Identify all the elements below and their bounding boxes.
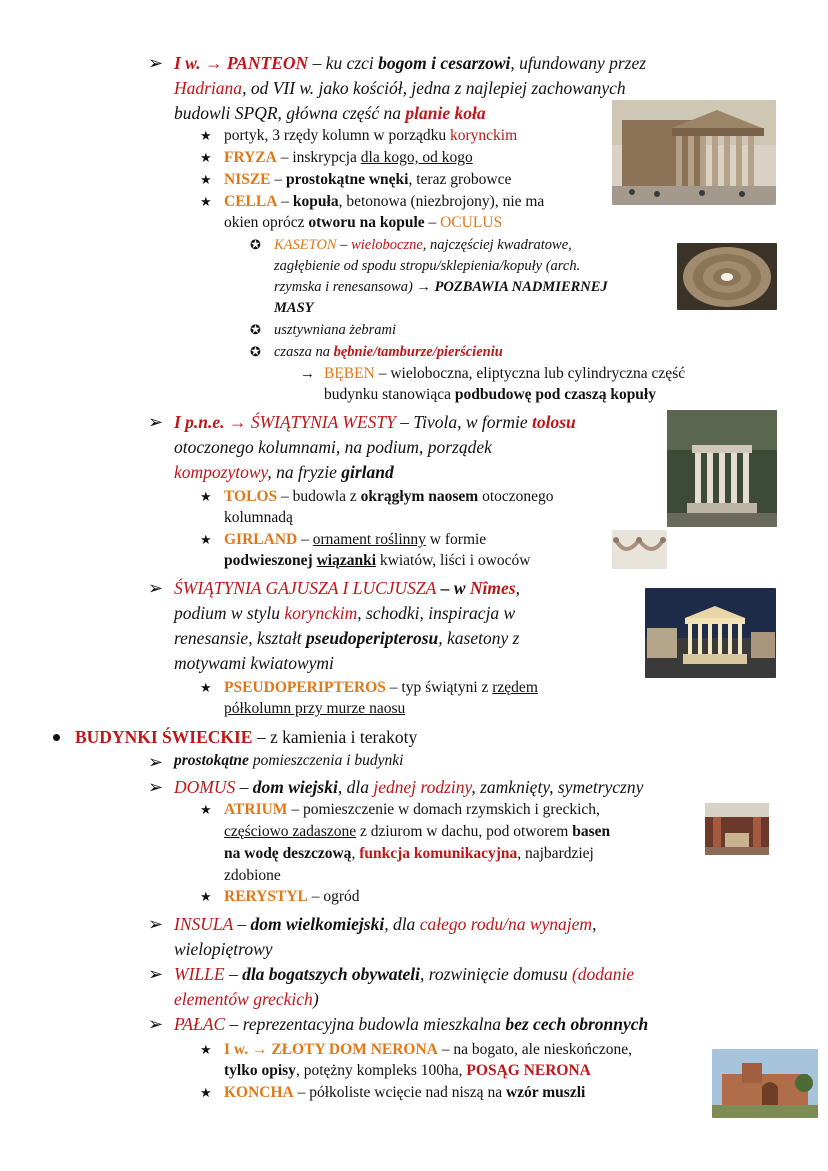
text-run: – typ świątyni z bbox=[385, 679, 493, 696]
star-bullet-icon: ★ bbox=[200, 1085, 212, 1100]
text-run: – bbox=[235, 777, 253, 797]
text-run: – w bbox=[436, 578, 470, 598]
westa-heading bbox=[174, 410, 576, 435]
text-run: – bbox=[297, 531, 313, 548]
girland-item bbox=[224, 550, 530, 571]
text-run: okrągłym naosem bbox=[360, 488, 479, 505]
text-run: dla bogatszych obywateli bbox=[242, 964, 420, 984]
westa-text bbox=[174, 435, 492, 460]
beben-item bbox=[324, 363, 685, 384]
text-run: , bbox=[515, 578, 520, 598]
arrow-bullet-icon: ➢ bbox=[148, 777, 164, 797]
round-bullet-icon bbox=[53, 734, 60, 741]
text-run: pomieszczenia i budynki bbox=[248, 752, 404, 769]
text-run: w formie bbox=[425, 531, 487, 548]
golden-house-photo bbox=[712, 1049, 818, 1118]
cella-item bbox=[224, 191, 544, 212]
zloty-dom-item bbox=[224, 1039, 632, 1060]
text-run: wiązanki bbox=[316, 552, 377, 569]
star-bullet-icon: ★ bbox=[200, 680, 212, 695]
text-run: otoczonego bbox=[478, 488, 554, 505]
text-run: POZBAWIA NADMIERNEJ bbox=[434, 279, 608, 295]
palac-heading bbox=[174, 1012, 648, 1037]
star-bullet-icon: ★ bbox=[200, 1042, 212, 1057]
panteon-heading bbox=[174, 51, 646, 76]
gajusz-text bbox=[174, 601, 515, 626]
budynki-heading bbox=[75, 725, 417, 750]
text-run: kopuła bbox=[292, 193, 339, 210]
text-run: INSULA bbox=[174, 914, 233, 934]
arrow-bullet-icon: ➢ bbox=[148, 752, 164, 772]
text-run: , dla bbox=[384, 914, 420, 934]
text-run: , teraz grobowce bbox=[408, 171, 512, 188]
text-run: elementów greckich bbox=[174, 989, 313, 1009]
flower-bullet-icon: ✪ bbox=[250, 322, 261, 337]
prostokatne-item bbox=[174, 750, 403, 771]
text-run: bogom i cesarzowi bbox=[378, 53, 511, 73]
text-run: prostokątne bbox=[174, 752, 249, 769]
fryza-item bbox=[224, 147, 473, 168]
star-bullet-icon: ★ bbox=[200, 889, 212, 904]
text-run: , dla bbox=[337, 777, 374, 797]
star-bullet-icon: ★ bbox=[200, 128, 212, 143]
text-run: basen bbox=[572, 823, 611, 840]
text-run: – pomieszczenie w domach rzymskich i greckich, bbox=[287, 801, 600, 818]
text-run: PAŁAC bbox=[174, 1014, 226, 1034]
flower-bullet-icon: ✪ bbox=[250, 237, 261, 252]
atrium-item bbox=[224, 821, 610, 842]
text-run: , ufundowany przez bbox=[510, 53, 647, 73]
text-run: bębnie/tamburze/pierścieniu bbox=[333, 344, 503, 360]
text-run: GIRLAND bbox=[224, 531, 298, 548]
text-run: – budowla z bbox=[277, 488, 361, 505]
pantheon-photo bbox=[612, 100, 776, 205]
text-run: – z kamienia i terakoty bbox=[252, 727, 418, 747]
text-run: PSEUDOPERIPTEROS bbox=[224, 679, 386, 696]
text-run: – ku czci bbox=[308, 53, 379, 73]
text-run: zagłębienie od spodu stropu/sklepienia/kopuły (arch. bbox=[274, 258, 581, 274]
text-run: , zamknięty, symetryczny bbox=[471, 777, 644, 797]
atrium-photo bbox=[705, 803, 769, 855]
text-run: – Tivola, w formie bbox=[395, 412, 532, 432]
text-run: podium w stylu bbox=[174, 603, 285, 623]
gajusz-heading bbox=[174, 576, 520, 601]
text-run: – bbox=[277, 193, 293, 210]
text-run: częściowo zadaszone bbox=[224, 823, 357, 840]
panteon-text bbox=[174, 76, 626, 101]
panteon-text bbox=[174, 101, 486, 126]
text-run: rzędem bbox=[492, 679, 538, 696]
text-run: portyk, 3 rzędy kolumn w porządku bbox=[224, 127, 450, 144]
star-bullet-icon: ★ bbox=[200, 489, 212, 504]
text-run: funkcja komunikacyjna bbox=[359, 845, 518, 862]
text-run: kwiatów, liści i owoców bbox=[376, 552, 531, 569]
atrium-item bbox=[224, 799, 600, 820]
text-run: ornament roślinny bbox=[312, 531, 426, 548]
text-run: I w. → ZŁOTY DOM NERONA bbox=[224, 1041, 438, 1058]
tolos-item bbox=[224, 507, 293, 528]
text-run: z dziurom w dachu, pod otworem bbox=[356, 823, 573, 840]
garland-ornament-photo bbox=[612, 530, 667, 569]
text-run: BUDYNKI ŚWIECKIE bbox=[75, 727, 253, 747]
text-run: OCULUS bbox=[440, 214, 503, 231]
text-run: , na fryzie bbox=[267, 462, 342, 482]
text-run: CELLA bbox=[224, 193, 278, 210]
text-run: TOLOS bbox=[224, 488, 278, 505]
text-run: – na bogato, ale nieskończone, bbox=[437, 1041, 632, 1058]
atrium-item bbox=[224, 843, 594, 864]
arrow-bullet-icon: ➢ bbox=[148, 53, 164, 73]
tolos-item bbox=[224, 486, 554, 507]
text-run: , betonowa (niezbrojony), nie ma bbox=[338, 193, 545, 210]
text-run: budynku stanowiąca bbox=[324, 386, 455, 403]
text-run: rzymska i renesansowa) → bbox=[274, 279, 435, 295]
kaseton-item bbox=[274, 235, 572, 255]
text-run: planie koła bbox=[405, 103, 486, 123]
text-run: korynckim bbox=[284, 603, 358, 623]
text-run: – wieloboczna, eliptyczna lub cylindryczna część bbox=[374, 365, 686, 382]
text-run: dla kogo, od kogo bbox=[360, 149, 473, 166]
text-run: , najczęściej kwadratowe, bbox=[422, 237, 572, 253]
text-run: podwieszonej bbox=[224, 552, 317, 569]
flower-bullet-icon: ✪ bbox=[250, 344, 261, 359]
text-run: budowli SPQR, główna część na bbox=[174, 103, 406, 123]
text-run: motywami kwiatowymi bbox=[174, 653, 334, 673]
text-run: , najbardziej bbox=[517, 845, 594, 862]
nisze-item bbox=[224, 169, 511, 190]
text-run: , od VII w. jako kościół, jedna z najlepiej zachowanych bbox=[242, 78, 626, 98]
text-run: bez cech obronnych bbox=[505, 1014, 649, 1034]
text-run: (dodanie bbox=[571, 964, 635, 984]
text-run: czasza na bbox=[274, 344, 334, 360]
rerystyl-item bbox=[224, 886, 360, 907]
text-run: , potężny kompleks 100ha, bbox=[295, 1062, 467, 1079]
text-run: wieloboczne bbox=[351, 237, 423, 253]
arrow-bullet-icon: ➢ bbox=[148, 412, 164, 432]
text-run: ATRIUM bbox=[224, 801, 288, 818]
text-run: MASY bbox=[274, 300, 314, 316]
text-run: półkolumn przy murze naosu bbox=[224, 700, 406, 717]
text-run: I w. → bbox=[174, 53, 227, 73]
westa-text bbox=[174, 460, 394, 485]
text-run: RERYSTYL bbox=[224, 888, 308, 905]
arrow-bullet-icon: ➢ bbox=[148, 1014, 164, 1034]
text-run: , bbox=[351, 845, 360, 862]
atrium-item bbox=[224, 865, 281, 886]
text-run: , schodki, inspiracja w bbox=[357, 603, 516, 623]
text-run: usztywniana żebrami bbox=[274, 322, 397, 338]
insula-text bbox=[174, 937, 273, 962]
text-run: wzór muszli bbox=[505, 1084, 586, 1101]
domus-heading bbox=[174, 775, 643, 800]
text-run: otworu na kopule bbox=[308, 214, 425, 231]
text-run: ŚWIĄTYNIA WESTY bbox=[250, 412, 396, 432]
text-run: Nîmes bbox=[469, 578, 516, 598]
text-run: prostokątne wnęki bbox=[286, 171, 409, 188]
text-run: PANTEON bbox=[226, 53, 309, 73]
text-run: okien oprócz bbox=[224, 214, 309, 231]
text-run: – bbox=[233, 914, 251, 934]
star-bullet-icon: ★ bbox=[200, 194, 212, 209]
text-run: – bbox=[336, 237, 352, 253]
temple-of-vesta-photo bbox=[667, 410, 777, 527]
text-run: – bbox=[270, 171, 287, 188]
wille-text bbox=[174, 987, 319, 1012]
beben-item bbox=[324, 384, 656, 405]
dome-interior-photo bbox=[677, 243, 777, 310]
koncha-item bbox=[224, 1082, 585, 1103]
text-run: FRYZA bbox=[224, 149, 277, 166]
star-bullet-icon: ★ bbox=[200, 150, 212, 165]
text-run: wielopiętrowy bbox=[174, 939, 273, 959]
pseudo-item bbox=[224, 677, 538, 698]
arrow-bullet-icon: ➢ bbox=[148, 914, 164, 934]
text-run: DOMUS bbox=[174, 777, 236, 797]
text-run: tolosu bbox=[531, 412, 576, 432]
gajusz-text bbox=[174, 626, 519, 651]
text-run: na wodę deszczową bbox=[224, 845, 352, 862]
text-run: – inskrypcja bbox=[276, 149, 361, 166]
text-run: I p.n.e. → bbox=[174, 412, 251, 432]
arrow-bullet-icon: ➢ bbox=[148, 964, 164, 984]
text-run: – bbox=[424, 214, 441, 231]
text-run: – reprezentacyjna budowla mieszkalna bbox=[225, 1014, 506, 1034]
arrow-bullet-icon: ➢ bbox=[148, 578, 164, 598]
text-run: całego rodu/na wynajem bbox=[419, 914, 593, 934]
text-run: KONCHA bbox=[224, 1084, 294, 1101]
gajusz-text bbox=[174, 651, 334, 676]
text-run: korynckim bbox=[450, 127, 518, 144]
kaseton-item bbox=[274, 277, 608, 297]
girland-item bbox=[224, 529, 486, 550]
star-bullet-icon: ★ bbox=[200, 802, 212, 817]
text-run: ŚWIĄTYNIA GAJUSZA I LUCJUSZA bbox=[174, 578, 437, 598]
wille-heading bbox=[174, 962, 634, 987]
text-run: otoczonego kolumnami, na podium, porządek bbox=[174, 437, 492, 457]
portico-item bbox=[224, 125, 517, 146]
kaseton-item bbox=[274, 298, 314, 318]
text-run: , rozwinięcie domusu bbox=[419, 964, 572, 984]
text-run: POSĄG NERONA bbox=[466, 1062, 591, 1079]
text-run: – ogród bbox=[307, 888, 360, 905]
text-run: ) bbox=[312, 989, 319, 1009]
text-run: kolumnadą bbox=[224, 509, 293, 526]
kaseton-item bbox=[274, 256, 580, 276]
zebra-item bbox=[274, 320, 396, 340]
text-run: , bbox=[592, 914, 597, 934]
zloty-dom-item bbox=[224, 1060, 591, 1081]
text-run: Hadriana bbox=[174, 78, 243, 98]
text-run: tylko opisy bbox=[224, 1062, 296, 1079]
text-run: kompozytowy bbox=[174, 462, 268, 482]
text-run: KASETON bbox=[274, 237, 337, 253]
text-run: – półkoliste wcięcie nad niszą na bbox=[293, 1084, 506, 1101]
text-run: dom wiejski bbox=[252, 777, 338, 797]
text-run: , kasetony z bbox=[438, 628, 520, 648]
text-run: girland bbox=[341, 462, 394, 482]
arrow-bullet-icon: → bbox=[300, 366, 315, 382]
text-run: BĘBEN bbox=[324, 365, 375, 382]
text-run: NISZE bbox=[224, 171, 271, 188]
text-run: zdobione bbox=[224, 867, 281, 884]
text-run: WILLE bbox=[174, 964, 225, 984]
pseudo-item bbox=[224, 698, 405, 719]
text-run: dom wielkomiejski bbox=[250, 914, 385, 934]
czasza-item bbox=[274, 342, 503, 362]
star-bullet-icon: ★ bbox=[200, 532, 212, 547]
text-run: podbudowę pod czaszą kopuły bbox=[454, 386, 656, 403]
text-run: jednej rodziny bbox=[373, 777, 472, 797]
text-run: – bbox=[224, 964, 243, 984]
cella-item bbox=[224, 212, 502, 233]
text-run: pseudoperipterosu bbox=[306, 628, 439, 648]
maison-carree-photo bbox=[645, 588, 776, 678]
insula-heading bbox=[174, 912, 596, 937]
star-bullet-icon: ★ bbox=[200, 172, 212, 187]
text-run: renesansie, kształt bbox=[174, 628, 307, 648]
